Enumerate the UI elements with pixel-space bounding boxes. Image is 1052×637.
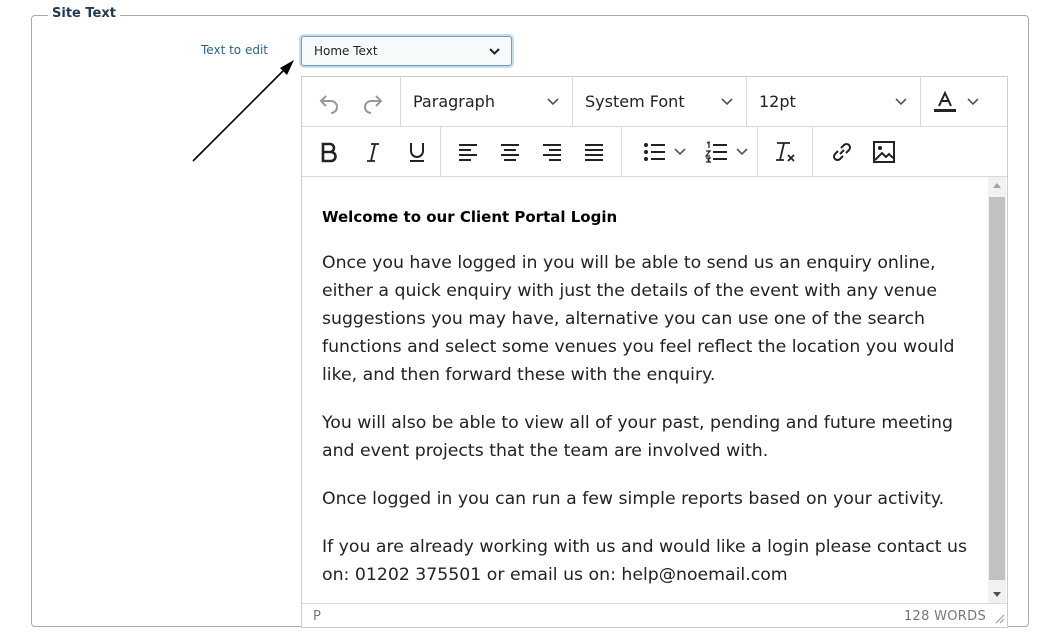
align-center-icon bbox=[499, 141, 521, 163]
scroll-down-arrow[interactable] bbox=[993, 592, 1001, 597]
align-justify-icon bbox=[583, 141, 605, 163]
numbered-list-button[interactable] bbox=[698, 135, 756, 169]
redo-button[interactable] bbox=[356, 85, 390, 119]
editor-statusbar bbox=[302, 603, 1007, 627]
italic-button[interactable] bbox=[356, 135, 390, 169]
bold-button[interactable] bbox=[312, 135, 346, 169]
text-to-edit-label: Text to edit bbox=[201, 43, 268, 57]
chevron-down-icon bbox=[735, 145, 749, 159]
editor-scrollbar[interactable] bbox=[988, 177, 1006, 603]
editor-content[interactable] bbox=[302, 177, 990, 603]
content-paragraph: If you are already working with us and would like a login please contact us on: 01202 375501 or email us on: help@noemail.com bbox=[322, 537, 967, 585]
align-right-button[interactable] bbox=[535, 135, 569, 169]
fieldset-legend: Site Text bbox=[48, 6, 120, 21]
clear-formatting-icon bbox=[773, 140, 797, 164]
text-color-split-button[interactable] bbox=[921, 77, 991, 126]
bullet-list-icon bbox=[643, 141, 667, 163]
scrollbar-thumb[interactable] bbox=[989, 197, 1005, 580]
resize-handle-icon[interactable] bbox=[995, 614, 1005, 624]
font-family-dropdown[interactable] bbox=[573, 77, 747, 126]
word-count[interactable]: 128 WORDS bbox=[903, 609, 986, 624]
element-path[interactable]: P bbox=[313, 609, 321, 624]
insert-group bbox=[813, 127, 913, 176]
clear-format-group bbox=[758, 127, 813, 176]
content-paragraph: Once you have logged in you will be able to send us an enquiry online, either a quick enquiry with just the details of the event with any venue suggestions you may have, alternative you can use one of the search functions and select some venues you feel reflect the location you would like, and then forward these with the enquiry. bbox=[322, 253, 955, 385]
undo-button[interactable] bbox=[312, 85, 346, 119]
list-group bbox=[622, 127, 758, 176]
underline-button[interactable] bbox=[400, 135, 434, 169]
underline-icon bbox=[406, 141, 428, 163]
numbered-list-icon bbox=[705, 141, 729, 163]
scroll-up-arrow[interactable] bbox=[993, 183, 1001, 188]
chevron-down-icon bbox=[488, 45, 501, 61]
block-format-value: Paragraph bbox=[413, 92, 495, 111]
content-paragraph: Once logged in you can run a few simple reports based on your activity. bbox=[322, 489, 945, 509]
content-paragraph: You will also be able to view all of your past, pending and future meeting and event projects that the team are involved with. bbox=[322, 413, 953, 461]
align-left-button[interactable] bbox=[451, 135, 485, 169]
rich-text-editor bbox=[301, 76, 1008, 628]
align-right-icon bbox=[541, 141, 563, 163]
font-size-value: 12pt bbox=[759, 92, 796, 111]
clear-formatting-button[interactable] bbox=[768, 135, 802, 169]
image-icon bbox=[872, 140, 896, 164]
chevron-down-icon bbox=[720, 95, 734, 109]
align-justify-button[interactable] bbox=[577, 135, 611, 169]
chevron-down-icon bbox=[966, 95, 980, 109]
undo-icon bbox=[317, 90, 341, 114]
insert-link-button[interactable] bbox=[825, 135, 859, 169]
chevron-down-icon bbox=[673, 145, 687, 159]
font-size-dropdown[interactable] bbox=[747, 77, 921, 126]
redo-icon bbox=[361, 90, 385, 114]
toolbar-row-1 bbox=[302, 77, 1007, 127]
text-color-icon bbox=[932, 89, 958, 115]
toolbar-row-2 bbox=[302, 127, 1007, 177]
select-value: Home Text bbox=[314, 44, 378, 58]
content-heading: Welcome to our Client Portal Login bbox=[322, 208, 618, 226]
text-to-edit-select[interactable] bbox=[301, 36, 512, 66]
alignment-group bbox=[441, 127, 622, 176]
annotation-arrow bbox=[190, 58, 300, 168]
link-icon bbox=[830, 140, 854, 164]
block-format-dropdown[interactable] bbox=[401, 77, 573, 126]
bold-icon bbox=[318, 141, 340, 163]
insert-image-button[interactable] bbox=[867, 135, 901, 169]
font-family-value: System Font bbox=[585, 92, 685, 111]
italic-icon bbox=[362, 141, 384, 163]
align-left-icon bbox=[457, 141, 479, 163]
chevron-down-icon bbox=[894, 95, 908, 109]
formatting-group bbox=[302, 127, 441, 176]
bullet-list-button[interactable] bbox=[636, 135, 694, 169]
chevron-down-icon bbox=[546, 95, 560, 109]
align-center-button[interactable] bbox=[493, 135, 527, 169]
history-group bbox=[302, 77, 401, 126]
